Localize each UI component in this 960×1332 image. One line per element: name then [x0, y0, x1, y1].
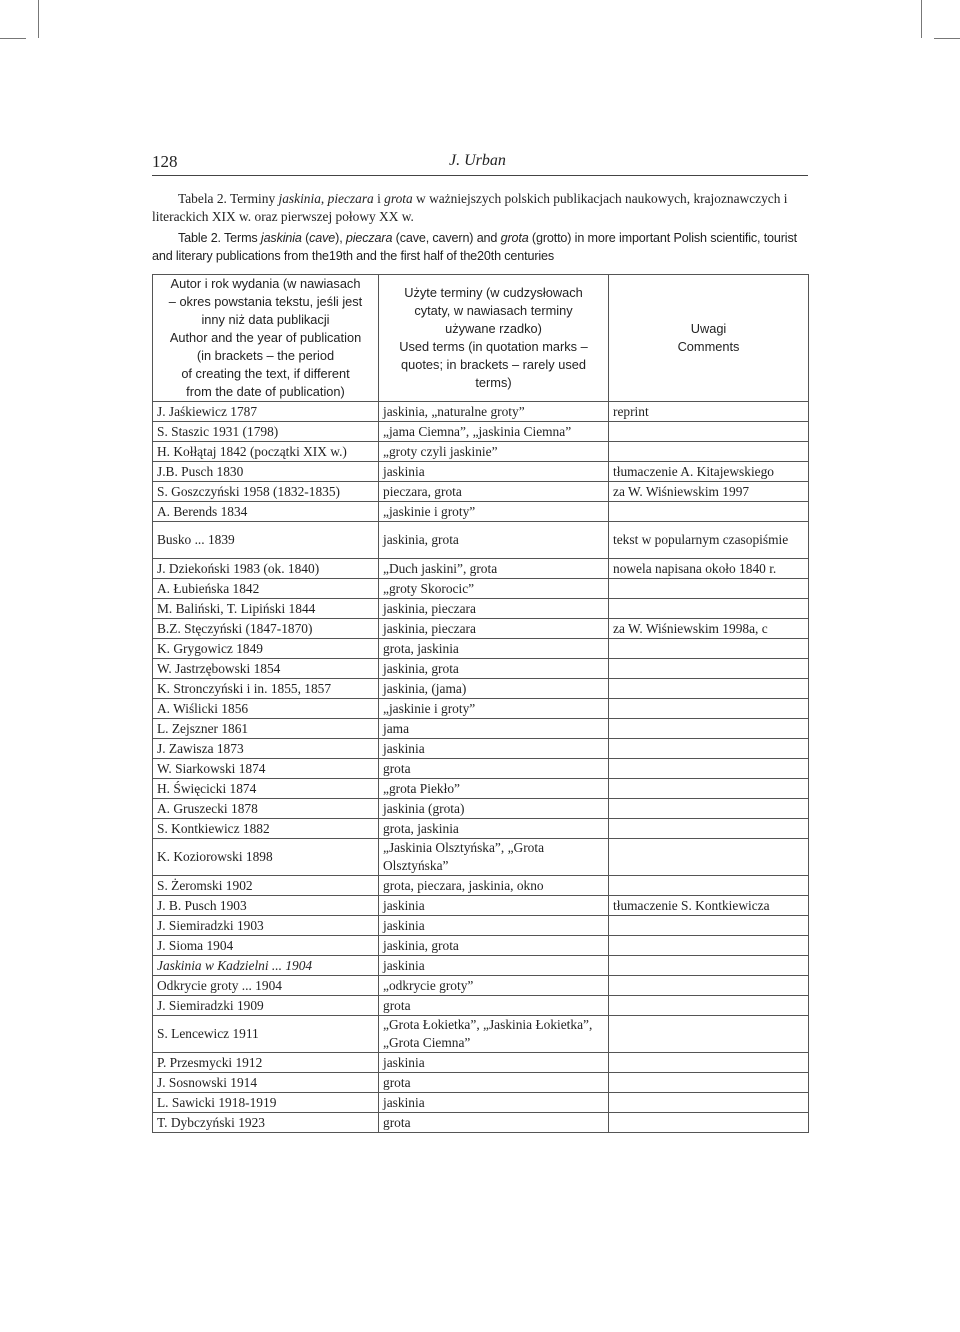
running-head: J. Urban — [449, 152, 506, 169]
cell-terms: grota — [379, 996, 609, 1016]
cell-notes — [609, 956, 809, 976]
header-line: – okres powstania tekstu, jeśli jest — [168, 294, 363, 309]
table-row — [153, 976, 809, 996]
header-line: quotes; in brackets – rarely used — [401, 357, 586, 372]
cell-author: S. Żeromski 1902 — [153, 876, 379, 896]
cell-terms: jaskinia, pieczara — [379, 619, 609, 639]
caption-term: jaskinia — [260, 231, 302, 245]
table-row — [153, 522, 809, 559]
cell-author: T. Dybczyński 1923 — [153, 1113, 379, 1133]
cell-author: K. Koziorowski 1898 — [153, 839, 379, 876]
caption-term: jaskinia — [278, 191, 321, 206]
cell-notes — [609, 1093, 809, 1113]
cell-author: J. Siemiradzki 1909 — [153, 996, 379, 1016]
cell-terms: „Jaskinia Olsztyńska”, „Grota Olsztyńska” — [379, 839, 609, 876]
cell-terms: „jaskinie i groty” — [379, 502, 609, 522]
table-row — [153, 462, 809, 482]
cell-terms: grota — [379, 759, 609, 779]
header-line: (in brackets – the period — [196, 348, 335, 363]
cell-author: J. Dziekoński 1983 (ok. 1840) — [153, 559, 379, 579]
table-row — [153, 579, 809, 599]
table-row — [153, 1073, 809, 1093]
cell-notes — [609, 1113, 809, 1133]
header-line: inny niż data publikacji — [201, 312, 330, 327]
cell-author: J. B. Pusch 1903 — [153, 896, 379, 916]
cell-terms: jaskinia, grota — [379, 522, 609, 559]
header-line: Comments — [677, 339, 740, 354]
cell-author: H. Święcicki 1874 — [153, 779, 379, 799]
cell-author: S. Staszic 1931 (1798) — [153, 422, 379, 442]
cell-author: Jaskinia w Kadzielni ... 1904 — [153, 956, 379, 976]
header-line: from the date of publication) — [186, 384, 345, 399]
crop-mark-right-top — [934, 38, 960, 39]
cell-notes — [609, 1016, 809, 1053]
cell-author: W. Siarkowski 1874 — [153, 759, 379, 779]
header-line: Author and the year of publication — [169, 330, 362, 345]
cell-notes: tekst w popularnym czasopiśmie — [609, 522, 809, 559]
cell-terms: jaskinia — [379, 1053, 609, 1073]
cell-notes — [609, 799, 809, 819]
cell-author: A. Gruszecki 1878 — [153, 799, 379, 819]
header-line: Uwagi — [690, 321, 727, 336]
cell-author: S. Kontkiewicz 1882 — [153, 819, 379, 839]
header-line: Użyte terminy (w cudzysłowach — [404, 285, 583, 300]
cell-terms: jama — [379, 719, 609, 739]
cell-terms: grota — [379, 1073, 609, 1093]
table-row — [153, 442, 809, 462]
cell-author: B.Z. Stęczyński (1847-1870) — [153, 619, 379, 639]
cell-notes — [609, 659, 809, 679]
cell-notes — [609, 699, 809, 719]
cell-notes — [609, 819, 809, 839]
terms-table — [152, 274, 809, 1133]
crop-mark-left-top — [0, 38, 26, 39]
cell-terms: grota, pieczara, jaskinia, okno — [379, 876, 609, 896]
header-terms — [379, 275, 609, 402]
cell-notes — [609, 916, 809, 936]
table-row — [153, 996, 809, 1016]
caption-term: pieczara — [327, 191, 374, 206]
cell-terms: jaskinia — [379, 896, 609, 916]
table-row — [153, 699, 809, 719]
table-row — [153, 1093, 809, 1113]
cell-terms: jaskinia, grota — [379, 936, 609, 956]
cell-author: Busko ... 1839 — [153, 522, 379, 559]
table-row — [153, 639, 809, 659]
caption-text: Tabela 2. Terminy — [178, 191, 279, 206]
cell-terms: grota — [379, 1113, 609, 1133]
table-body — [153, 402, 809, 1133]
caption-text: (grotto) in more important Polish scientific, tourist and literary publications from the19th and the first half of the20th centuries — [152, 231, 797, 263]
crop-mark-top-left — [38, 0, 39, 38]
cell-terms: jaskinia — [379, 916, 609, 936]
cell-author: J. Zawisza 1873 — [153, 739, 379, 759]
table-caption-polish — [152, 190, 808, 226]
table-row — [153, 559, 809, 579]
cell-terms: „groty Skorocic” — [379, 579, 609, 599]
cell-notes — [609, 759, 809, 779]
cell-notes: za W. Wiśniewskim 1998a, c — [609, 619, 809, 639]
table-row — [153, 819, 809, 839]
header-line: of creating the text, if different — [181, 366, 350, 381]
cell-terms: pieczara, grota — [379, 482, 609, 502]
table-row — [153, 1016, 809, 1053]
cell-notes — [609, 639, 809, 659]
table-row — [153, 502, 809, 522]
cell-terms: „jama Ciemna”, „jaskinia Ciemna” — [379, 422, 609, 442]
table-row — [153, 876, 809, 896]
caption-term: pieczara — [345, 231, 393, 245]
cell-author: A. Wiślicki 1856 — [153, 699, 379, 719]
caption-term: cave — [309, 231, 336, 245]
table-row — [153, 759, 809, 779]
cell-terms: jaskinia — [379, 739, 609, 759]
cell-author: J. Sioma 1904 — [153, 936, 379, 956]
table-row — [153, 936, 809, 956]
cell-terms: „jaskinie i groty” — [379, 699, 609, 719]
table-row — [153, 839, 809, 876]
cell-terms: „odkrycie groty” — [379, 976, 609, 996]
cell-notes — [609, 679, 809, 699]
cell-author: J. Sosnowski 1914 — [153, 1073, 379, 1093]
cell-author: K. Grygowicz 1849 — [153, 639, 379, 659]
table-row — [153, 739, 809, 759]
cell-notes — [609, 876, 809, 896]
crop-mark-top-right — [921, 0, 922, 38]
cell-author: H. Kołłątaj 1842 (początki XIX w.) — [153, 442, 379, 462]
table-row — [153, 1113, 809, 1133]
cell-author: Odkrycie groty ... 1904 — [153, 976, 379, 996]
header-line: terms) — [475, 375, 512, 390]
cell-notes: tłumaczenie A. Kitajewskiego — [609, 462, 809, 482]
caption-text: , — [320, 191, 328, 206]
cell-terms: jaskinia — [379, 462, 609, 482]
caption-text: w ważniejszych polskich publikacjach naukowych, krajoznawczych i literackich XIX w. oraz pierwszej połowy XX w. — [152, 191, 788, 224]
caption-text: Table 2. Terms — [178, 231, 261, 245]
cell-author: L. Sawicki 1918-1919 — [153, 1093, 379, 1113]
cell-notes — [609, 502, 809, 522]
table-row — [153, 1053, 809, 1073]
cell-notes — [609, 779, 809, 799]
caption-text: i — [373, 191, 385, 206]
cell-notes — [609, 579, 809, 599]
cell-notes: reprint — [609, 402, 809, 422]
cell-terms: jaskinia — [379, 1093, 609, 1113]
table-row — [153, 482, 809, 502]
cell-notes — [609, 976, 809, 996]
cell-terms: jaskinia (grota) — [379, 799, 609, 819]
cell-terms: jaskinia, (jama) — [379, 679, 609, 699]
cell-notes — [609, 996, 809, 1016]
cell-notes — [609, 936, 809, 956]
header-line: Autor i rok wydania (w nawiasach — [170, 276, 361, 291]
cell-terms: jaskinia — [379, 956, 609, 976]
caption-term: grota — [384, 191, 413, 206]
cell-author: J. Jaśkiewicz 1787 — [153, 402, 379, 422]
caption-term: grota — [500, 231, 529, 245]
cell-notes — [609, 599, 809, 619]
page-number: 128 — [152, 152, 178, 171]
cell-author: K. Stronczyński i in. 1855, 1857 — [153, 679, 379, 699]
table-row — [153, 422, 809, 442]
header-line: cytaty, w nawiasach terminy — [414, 303, 573, 318]
cell-terms: jaskinia, grota — [379, 659, 609, 679]
cell-author: A. Berends 1834 — [153, 502, 379, 522]
cell-author: J. Siemiradzki 1903 — [153, 916, 379, 936]
cell-notes — [609, 839, 809, 876]
table-row — [153, 659, 809, 679]
header-line: używane rzadko) — [445, 321, 542, 336]
cell-notes — [609, 442, 809, 462]
cell-author: P. Przesmycki 1912 — [153, 1053, 379, 1073]
table-row — [153, 402, 809, 422]
cell-notes — [609, 1073, 809, 1093]
cell-terms: „grota Piekło” — [379, 779, 609, 799]
cell-author: A. Łubieńska 1842 — [153, 579, 379, 599]
caption-text: ( — [301, 231, 310, 245]
cell-notes: za W. Wiśniewskim 1997 — [609, 482, 809, 502]
header-line: Used terms (in quotation marks – — [399, 339, 588, 354]
table-row — [153, 679, 809, 699]
table-row — [153, 896, 809, 916]
cell-notes — [609, 1053, 809, 1073]
cell-terms: jaskinia, pieczara — [379, 599, 609, 619]
table-header-row — [153, 275, 809, 402]
table-row — [153, 779, 809, 799]
cell-author: J.B. Pusch 1830 — [153, 462, 379, 482]
cell-notes — [609, 739, 809, 759]
table-row — [153, 619, 809, 639]
cell-notes: tłumaczenie S. Kontkiewicza — [609, 896, 809, 916]
cell-terms: „groty czyli jaskinie” — [379, 442, 609, 462]
cell-author: M. Baliński, T. Lipiński 1844 — [153, 599, 379, 619]
caption-text: ), — [335, 231, 346, 245]
cell-terms: grota, jaskinia — [379, 819, 609, 839]
cell-author: S. Lencewicz 1911 — [153, 1016, 379, 1053]
table-row — [153, 799, 809, 819]
cell-terms: grota, jaskinia — [379, 639, 609, 659]
cell-notes — [609, 422, 809, 442]
table-row — [153, 956, 809, 976]
cell-terms: jaskinia, „naturalne groty” — [379, 402, 609, 422]
cell-terms: „Grota Łokietka”, „Jaskinia Łokietka”, „Grota Ciemna” — [379, 1016, 609, 1053]
cell-terms: „Duch jaskini”, grota — [379, 559, 609, 579]
cell-notes: nowela napisana około 1840 r. — [609, 559, 809, 579]
cell-author: L. Zejszner 1861 — [153, 719, 379, 739]
cell-author: W. Jastrzębowski 1854 — [153, 659, 379, 679]
table-row — [153, 916, 809, 936]
cell-author: S. Goszczyński 1958 (1832-1835) — [153, 482, 379, 502]
header-author — [153, 275, 379, 402]
table-row — [153, 719, 809, 739]
header-notes — [609, 275, 809, 402]
table-caption-english — [152, 229, 808, 265]
cell-notes — [609, 719, 809, 739]
caption-text: (cave, cavern) and — [392, 231, 501, 245]
table-row — [153, 599, 809, 619]
page-header — [152, 150, 808, 176]
